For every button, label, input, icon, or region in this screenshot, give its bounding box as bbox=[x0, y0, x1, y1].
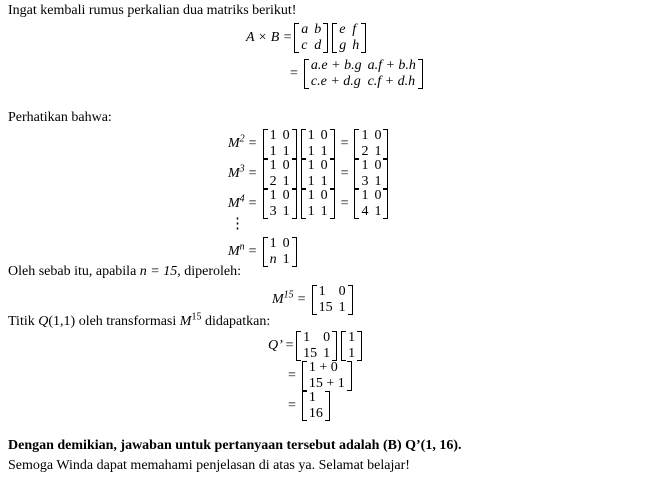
matrix-R bbox=[354, 158, 388, 190]
equals-sign: = bbox=[290, 66, 298, 81]
matrix-q-v bbox=[341, 330, 362, 362]
matrix-cell: 1 bbox=[307, 128, 315, 143]
matrix-cell: 15 bbox=[303, 346, 318, 361]
matrix-cell: 1 bbox=[374, 204, 382, 219]
conclusion-text: Dengan demikian, jawaban untuk pertanyaan tersebut adalah (B) Q’(1, 16). bbox=[8, 438, 462, 453]
matrix-cell: 1 bbox=[269, 158, 277, 173]
matrix-cell: b bbox=[314, 22, 322, 37]
matrix-cell: 1 bbox=[282, 144, 290, 159]
matrix-cell: c.e + d.g bbox=[310, 74, 361, 89]
matrix-cell: 3 bbox=[269, 204, 277, 219]
observe-text: Perhatikan bahwa: bbox=[8, 110, 112, 125]
power-row: $M^4$ = 1 0 3 1 1 0 1 1 = 1 0 4 1 bbox=[228, 188, 390, 220]
m15-formula: $M^{15}$ = 1 0 15 1 bbox=[272, 284, 355, 316]
matrix-cell: 0 bbox=[374, 128, 382, 143]
mn-formula: $M^n$ = 1 0 n 1 bbox=[228, 236, 299, 268]
power-lhs: $M^4$ bbox=[228, 193, 245, 211]
matrix-cell: 1 bbox=[282, 174, 290, 189]
therefore-text: Oleh sebab itu, apabila n = 15, diperoleh: bbox=[8, 264, 242, 279]
matrix-b bbox=[332, 22, 366, 54]
m15-lhs: $M^{15}$ bbox=[272, 289, 294, 307]
matrix-cell: f bbox=[352, 22, 357, 37]
matrix-R bbox=[354, 128, 388, 160]
matrix-cell: 0 bbox=[374, 158, 382, 173]
matrix-a bbox=[294, 22, 328, 54]
matrix-cell: 0 bbox=[320, 158, 328, 173]
matrix-cell: 1 bbox=[282, 252, 290, 267]
matrix-cell: 1 bbox=[361, 188, 369, 203]
matrix-cell: 1 bbox=[282, 204, 290, 219]
matrix-cell: 1 bbox=[307, 158, 315, 173]
matrix-cell: c bbox=[301, 38, 308, 53]
matrix-cell: a bbox=[301, 22, 309, 37]
q-lhs: Q’ = bbox=[268, 338, 295, 353]
matrix-cell: 1 bbox=[320, 174, 328, 189]
closing-text: Semoga Winda dapat memahami penjelasan di atas ya. Selamat belajar! bbox=[8, 458, 410, 473]
matrix-cell: 0 bbox=[374, 188, 382, 203]
matrix-B bbox=[301, 188, 335, 220]
matrix-cell: 1 bbox=[307, 144, 315, 159]
power-lhs: $M^2$ bbox=[228, 133, 245, 151]
matrix-cell: e bbox=[339, 22, 346, 37]
matrix-cell: 0 bbox=[282, 128, 290, 143]
matrix-cell: 1 bbox=[320, 204, 328, 219]
matrix-cell: 0 bbox=[320, 128, 328, 143]
mn-lhs: $M^n$ bbox=[228, 241, 245, 259]
matrix-q-step2 bbox=[302, 390, 330, 422]
matrix-cell: 0 bbox=[323, 330, 331, 345]
matrix-cell: 1 bbox=[269, 188, 277, 203]
q-formula bbox=[268, 330, 364, 362]
point-text: Titik Q(1,1) oleh transformasi $M^{15}$ didapatkan: bbox=[8, 311, 271, 329]
matrix-cell: 1 bbox=[269, 128, 277, 143]
q-step2: = 1 16 bbox=[284, 390, 332, 422]
matrix-cell: c.f + d.h bbox=[367, 74, 416, 89]
matrix-cell: g bbox=[339, 38, 347, 53]
matrix-cell: 1 bbox=[348, 330, 356, 345]
matrix-cell: 1 bbox=[348, 346, 356, 361]
product-formula bbox=[246, 22, 368, 54]
matrix-cell: 3 bbox=[361, 174, 369, 189]
matrix-result bbox=[304, 58, 423, 90]
matrix-cell: 1 bbox=[338, 300, 346, 315]
matrix-cell: 15 bbox=[318, 300, 333, 315]
power-row: $M^3$ = 1 0 2 1 1 0 1 1 = 1 0 3 1 bbox=[228, 158, 390, 190]
matrix-cell: 4 bbox=[361, 204, 369, 219]
matrix-cell: 1 bbox=[269, 236, 277, 251]
matrix-q-m bbox=[296, 330, 337, 362]
matrix-cell: 1 bbox=[269, 144, 277, 159]
product-result bbox=[286, 58, 425, 90]
matrix-cell: 0 bbox=[282, 236, 290, 251]
matrix-cell: 1 bbox=[374, 144, 382, 159]
matrix-cell: 1 bbox=[320, 144, 328, 159]
matrix-cell: 0 bbox=[320, 188, 328, 203]
matrix-cell: 2 bbox=[361, 144, 369, 159]
vertical-dots: ⋮ bbox=[230, 216, 245, 232]
power-row: $M^2$ = 1 0 1 1 1 0 1 1 = 1 0 2 1 bbox=[228, 128, 390, 160]
matrix-cell: h bbox=[352, 38, 360, 53]
matrix-A bbox=[263, 158, 297, 190]
matrix-cell: 1 bbox=[361, 158, 369, 173]
matrix-cell: 1 bbox=[318, 284, 326, 299]
matrix-m15 bbox=[312, 284, 353, 316]
matrix-cell: 1 bbox=[361, 128, 369, 143]
matrix-cell: 1 bbox=[308, 390, 316, 405]
matrix-cell: 1 bbox=[323, 346, 331, 361]
matrix-cell: a.e + b.g bbox=[310, 58, 362, 73]
matrix-cell: 1 bbox=[307, 188, 315, 203]
intro-text: Ingat kembali rumus perkalian dua matriks berikut! bbox=[8, 3, 297, 18]
matrix-A bbox=[263, 128, 297, 160]
matrix-B bbox=[301, 128, 335, 160]
matrix-cell: n bbox=[269, 252, 277, 267]
matrix-cell: a.f + b.h bbox=[367, 58, 416, 73]
matrix-cell: d bbox=[314, 38, 322, 53]
matrix-cell: 2 bbox=[269, 174, 277, 189]
matrix-cell: 0 bbox=[338, 284, 346, 299]
q-step1: = 1 + 0 15 + 1 bbox=[284, 360, 354, 392]
matrix-cell: 1 bbox=[374, 174, 382, 189]
matrix-mn bbox=[263, 236, 297, 268]
matrix-cell: 15 + 1 bbox=[308, 376, 345, 391]
product-lhs: A × B = bbox=[246, 30, 293, 45]
matrix-cell: 0 bbox=[282, 158, 290, 173]
power-lhs: $M^3$ bbox=[228, 163, 245, 181]
matrix-cell: 16 bbox=[308, 406, 323, 421]
matrix-cell: 1 bbox=[307, 174, 315, 189]
matrix-R bbox=[354, 188, 388, 220]
matrix-A bbox=[263, 188, 297, 220]
matrix-cell: 1 bbox=[307, 204, 315, 219]
matrix-cell: 1 bbox=[303, 330, 311, 345]
matrix-cell: 0 bbox=[282, 188, 290, 203]
matrix-cell: 1 + 0 bbox=[308, 360, 338, 375]
matrix-B bbox=[301, 158, 335, 190]
matrix-q-step1 bbox=[302, 360, 352, 392]
